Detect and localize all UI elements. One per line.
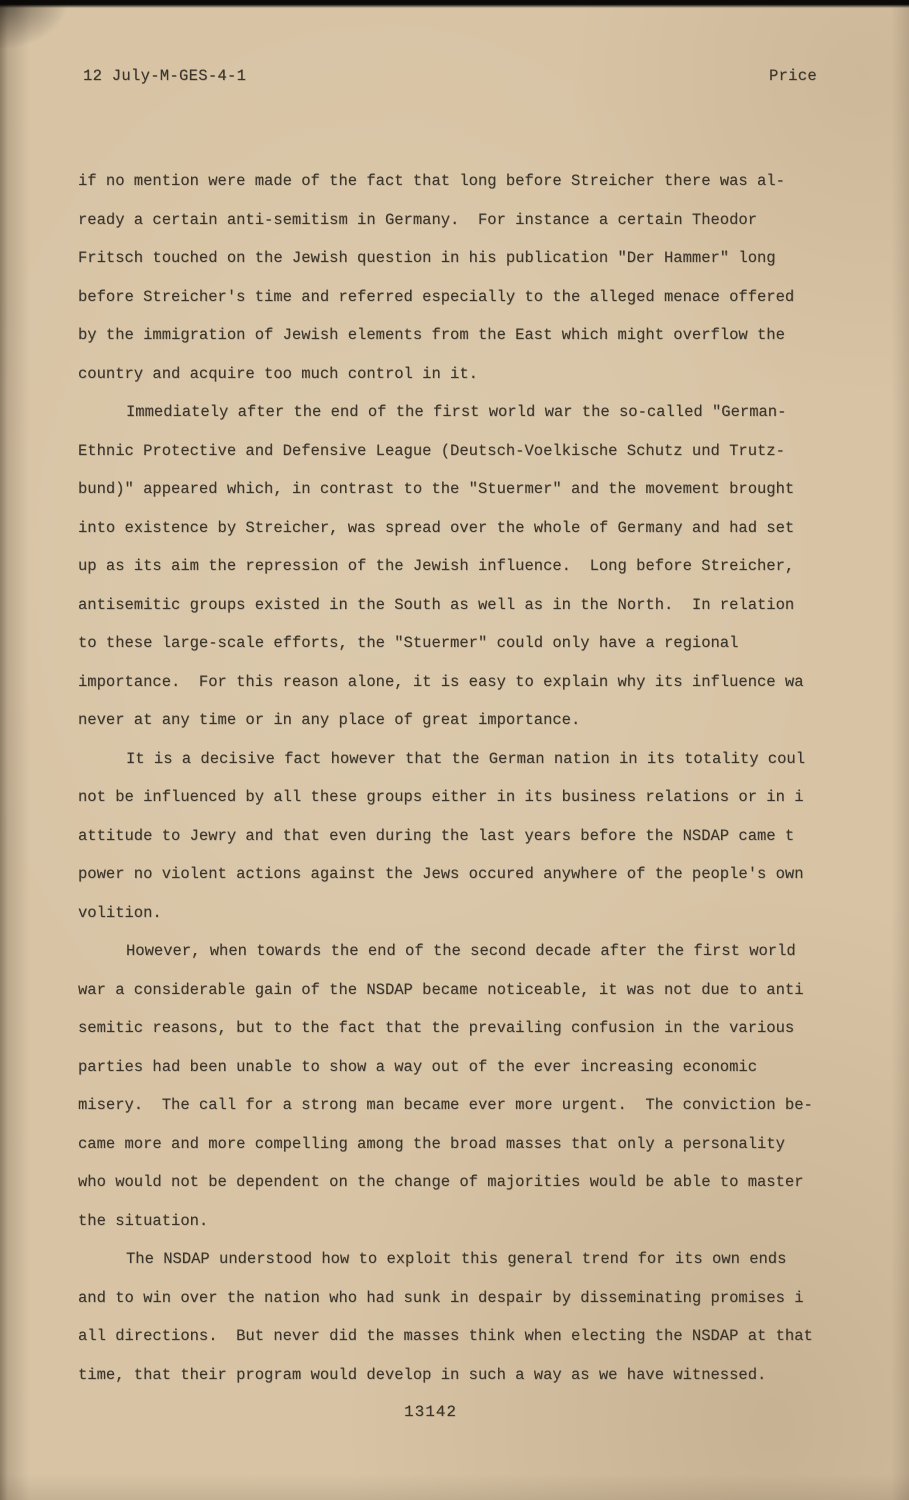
text-line: However, when towards the end of the second decade after the first world — [126, 942, 796, 960]
document-id: 12 July-M-GES-4-1 — [83, 67, 247, 85]
text-line: bund)" appeared which, in contrast to the "Stuermer" and the movement brought — [78, 480, 795, 498]
page-header — [83, 67, 817, 85]
text-line: antisemitic groups existed in the South as well as in the North. In relation — [78, 595, 795, 614]
text-line: Immediately after the end of the first world war the so-called "German- — [126, 403, 787, 421]
scan-top-edge — [0, 0, 909, 8]
paragraph — [78, 740, 846, 933]
text-line: by the immigration of Jewish elements from the East which might overflow the — [78, 326, 785, 344]
text-line: came more and more compelling among the broad masses that only a personality — [78, 1134, 785, 1153]
paragraph — [78, 1240, 846, 1394]
paragraph — [78, 393, 846, 740]
text-line: if no mention were made of the fact that long before Streicher there was al- — [78, 172, 785, 190]
text-line: never at any time or in any place of great importance. — [78, 711, 581, 729]
text-line: who would not be dependent on the change of majorities would be able to master — [78, 1173, 804, 1191]
paragraph — [78, 932, 846, 1240]
text-line: into existence by Streicher, was spread over the whole of Germany and had set — [78, 518, 795, 537]
paragraph — [78, 162, 846, 393]
text-line: not be influenced by all these groups either in its business relations or in i — [78, 788, 804, 806]
text-line: It is a decisive fact however that the German nation in its totality coul — [126, 749, 806, 768]
text-line: misery. The call for a strong man became ever more urgent. The conviction be- — [78, 1096, 813, 1114]
page-number: 13142 — [404, 1403, 458, 1421]
text-line: country and acquire too much control in it. — [78, 364, 478, 383]
text-line: volition. — [78, 903, 162, 922]
document-body — [78, 162, 846, 1394]
text-line: attitude to Jewry and that even during the last years before the NSDAP came t — [78, 826, 795, 845]
text-line: power no violent actions against the Jews occured anywhere of the people's own — [78, 865, 804, 883]
text-line: all directions. But never did the masses think when electing the NSDAP at that — [78, 1327, 813, 1345]
text-line: up as its aim the repression of the Jewish influence. Long before Streicher, — [78, 557, 795, 575]
text-line: the situation. — [78, 1211, 209, 1230]
text-line: Ethnic Protective and Defensive League (Deutsch-Voelkische Schutz und Trutz- — [78, 441, 785, 460]
text-line: and to win over the nation who had sunk in despair by disseminating promises i — [78, 1288, 804, 1307]
text-line: Fritsch touched on the Jewish question in his publication "Der Hammer" long — [78, 249, 776, 267]
text-line: ready a certain anti-semitism in Germany. For instance a certain Theodor — [78, 210, 758, 229]
text-line: The NSDAP understood how to exploit this general trend for its own ends — [126, 1250, 787, 1268]
text-line: to these large-scale efforts, the "Stuermer" could only have a regional — [78, 634, 739, 652]
text-line: war a considerable gain of the NSDAP became noticeable, it was not due to anti — [78, 980, 804, 999]
text-line: before Streicher's time and referred especially to the alleged menace offered — [78, 287, 795, 306]
text-line: time, that their program would develop in such a way as we have witnessed. — [78, 1365, 767, 1384]
scan-corner-shadow — [0, 0, 70, 50]
text-line: importance. For this reason alone, it is easy to explain why its influence wa — [78, 672, 804, 691]
text-line: parties had been unable to show a way out of the ever increasing economic — [78, 1057, 758, 1076]
header-name: Price — [768, 67, 817, 85]
text-line: semitic reasons, but to the fact that the prevailing confusion in the various — [78, 1019, 795, 1037]
